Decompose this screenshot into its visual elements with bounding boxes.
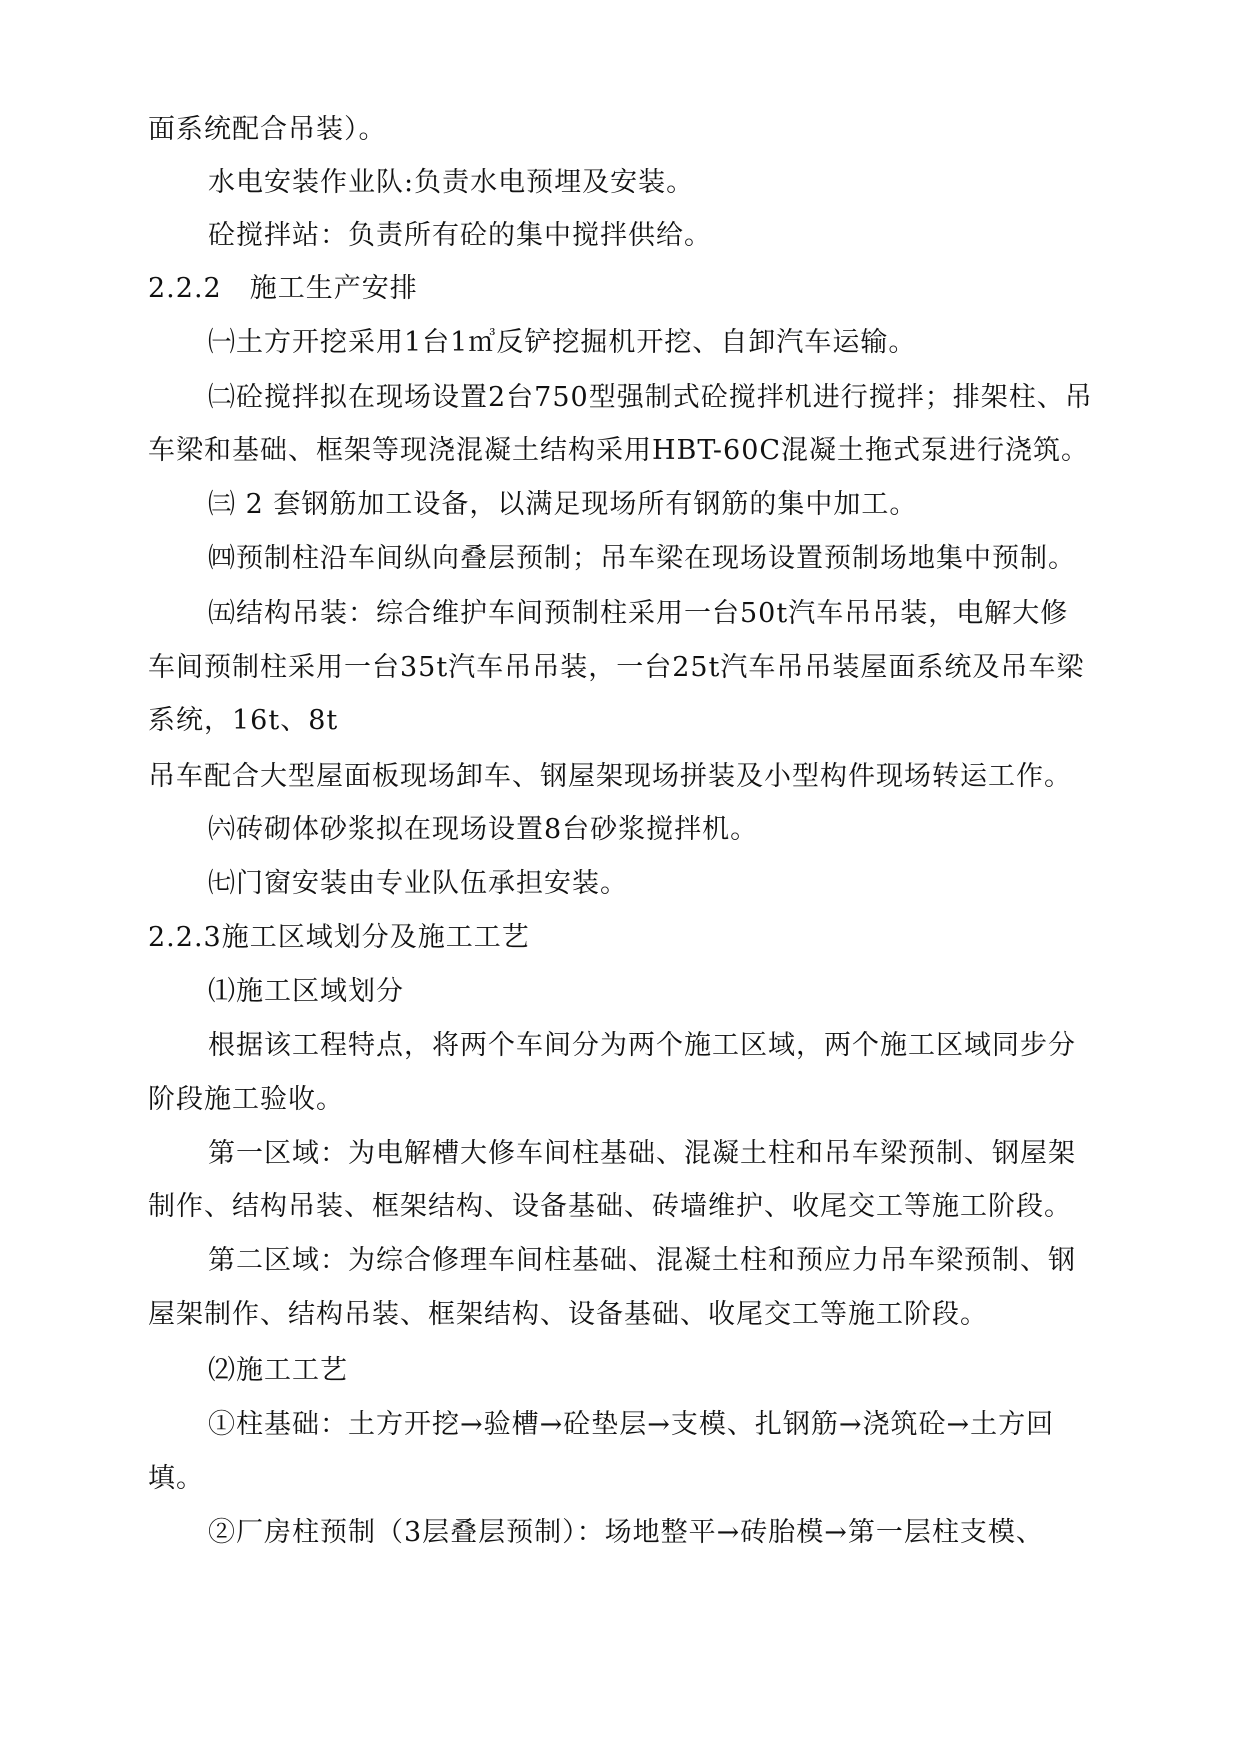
text-line: 阶段施工验收。: [148, 1084, 344, 1115]
text-line: 系统，16t、8t: [148, 705, 339, 736]
text-line: 水电安装作业队:负责水电预埋及安装。: [208, 167, 695, 198]
text-line: 车间预制柱采用一台35t汽车吊吊装，一台25t汽车吊吊装屋面系统及吊车梁: [148, 652, 1085, 683]
text-line: ㈣预制柱沿车间纵向叠层预制；吊车梁在现场设置预制场地集中预制。: [208, 543, 1076, 574]
text-line: 面系统配合吊装）。: [148, 114, 387, 145]
text-line: 车梁和基础、框架等现浇混凝土结构采用HBT-60C混凝土拖式泵进行浇筑。: [148, 435, 1090, 466]
text-line: ㈤结构吊装：综合维护车间预制柱采用一台50t汽车吊吊装，电解大修: [208, 598, 1069, 629]
subsection-heading: ⑵施工工艺: [208, 1355, 348, 1386]
text-line: ㈠土方开挖采用1台1㎥反铲挖掘机开挖、自卸汽车运输。: [208, 327, 917, 358]
text-line: ㈢ 2 套钢筋加工设备，以满足现场所有钢筋的集中加工。: [208, 489, 918, 520]
text-line: 根据该工程特点，将两个车间分为两个施工区域，两个施工区域同步分: [208, 1030, 1076, 1061]
section-heading: 2.2.2 施工生产安排: [148, 273, 418, 304]
text-line: ②厂房柱预制（3层叠层预制）：场地整平→砖胎模→第一层柱支模、: [208, 1517, 1044, 1548]
text-line: 填。: [148, 1463, 204, 1494]
text-line: 制作、结构吊装、框架结构、设备基础、砖墙维护、收尾交工等施工阶段。: [148, 1191, 1072, 1222]
subsection-heading: ⑴施工区域划分: [208, 976, 404, 1007]
section-heading: 2.2.3施工区域划分及施工工艺: [148, 922, 530, 953]
text-line: ㈥砖砌体砂浆拟在现场设置8台砂浆搅拌机。: [208, 814, 759, 845]
text-line: 第二区域：为综合修理车间柱基础、混凝土柱和预应力吊车梁预制、钢: [208, 1245, 1076, 1276]
text-line: ㈦门窗安装由专业队伍承担安装。: [208, 868, 628, 899]
text-line: 吊车配合大型屋面板现场卸车、钢屋架现场拼装及小型构件现场转运工作。: [148, 761, 1072, 792]
text-line: 砼搅拌站：负责所有砼的集中搅拌供给。: [208, 220, 712, 251]
text-line: ㈡砼搅拌拟在现场设置2台750型强制式砼搅拌机进行搅拌；排架柱、吊: [208, 382, 1093, 413]
text-line: ①柱基础：土方开挖→验槽→砼垫层→支模、扎钢筋→浇筑砼→土方回: [208, 1409, 1055, 1440]
text-line: 屋架制作、结构吊装、框架结构、设备基础、收尾交工等施工阶段。: [148, 1299, 988, 1330]
text-line: 第一区域：为电解槽大修车间柱基础、混凝土柱和吊车梁预制、钢屋架: [208, 1138, 1076, 1169]
